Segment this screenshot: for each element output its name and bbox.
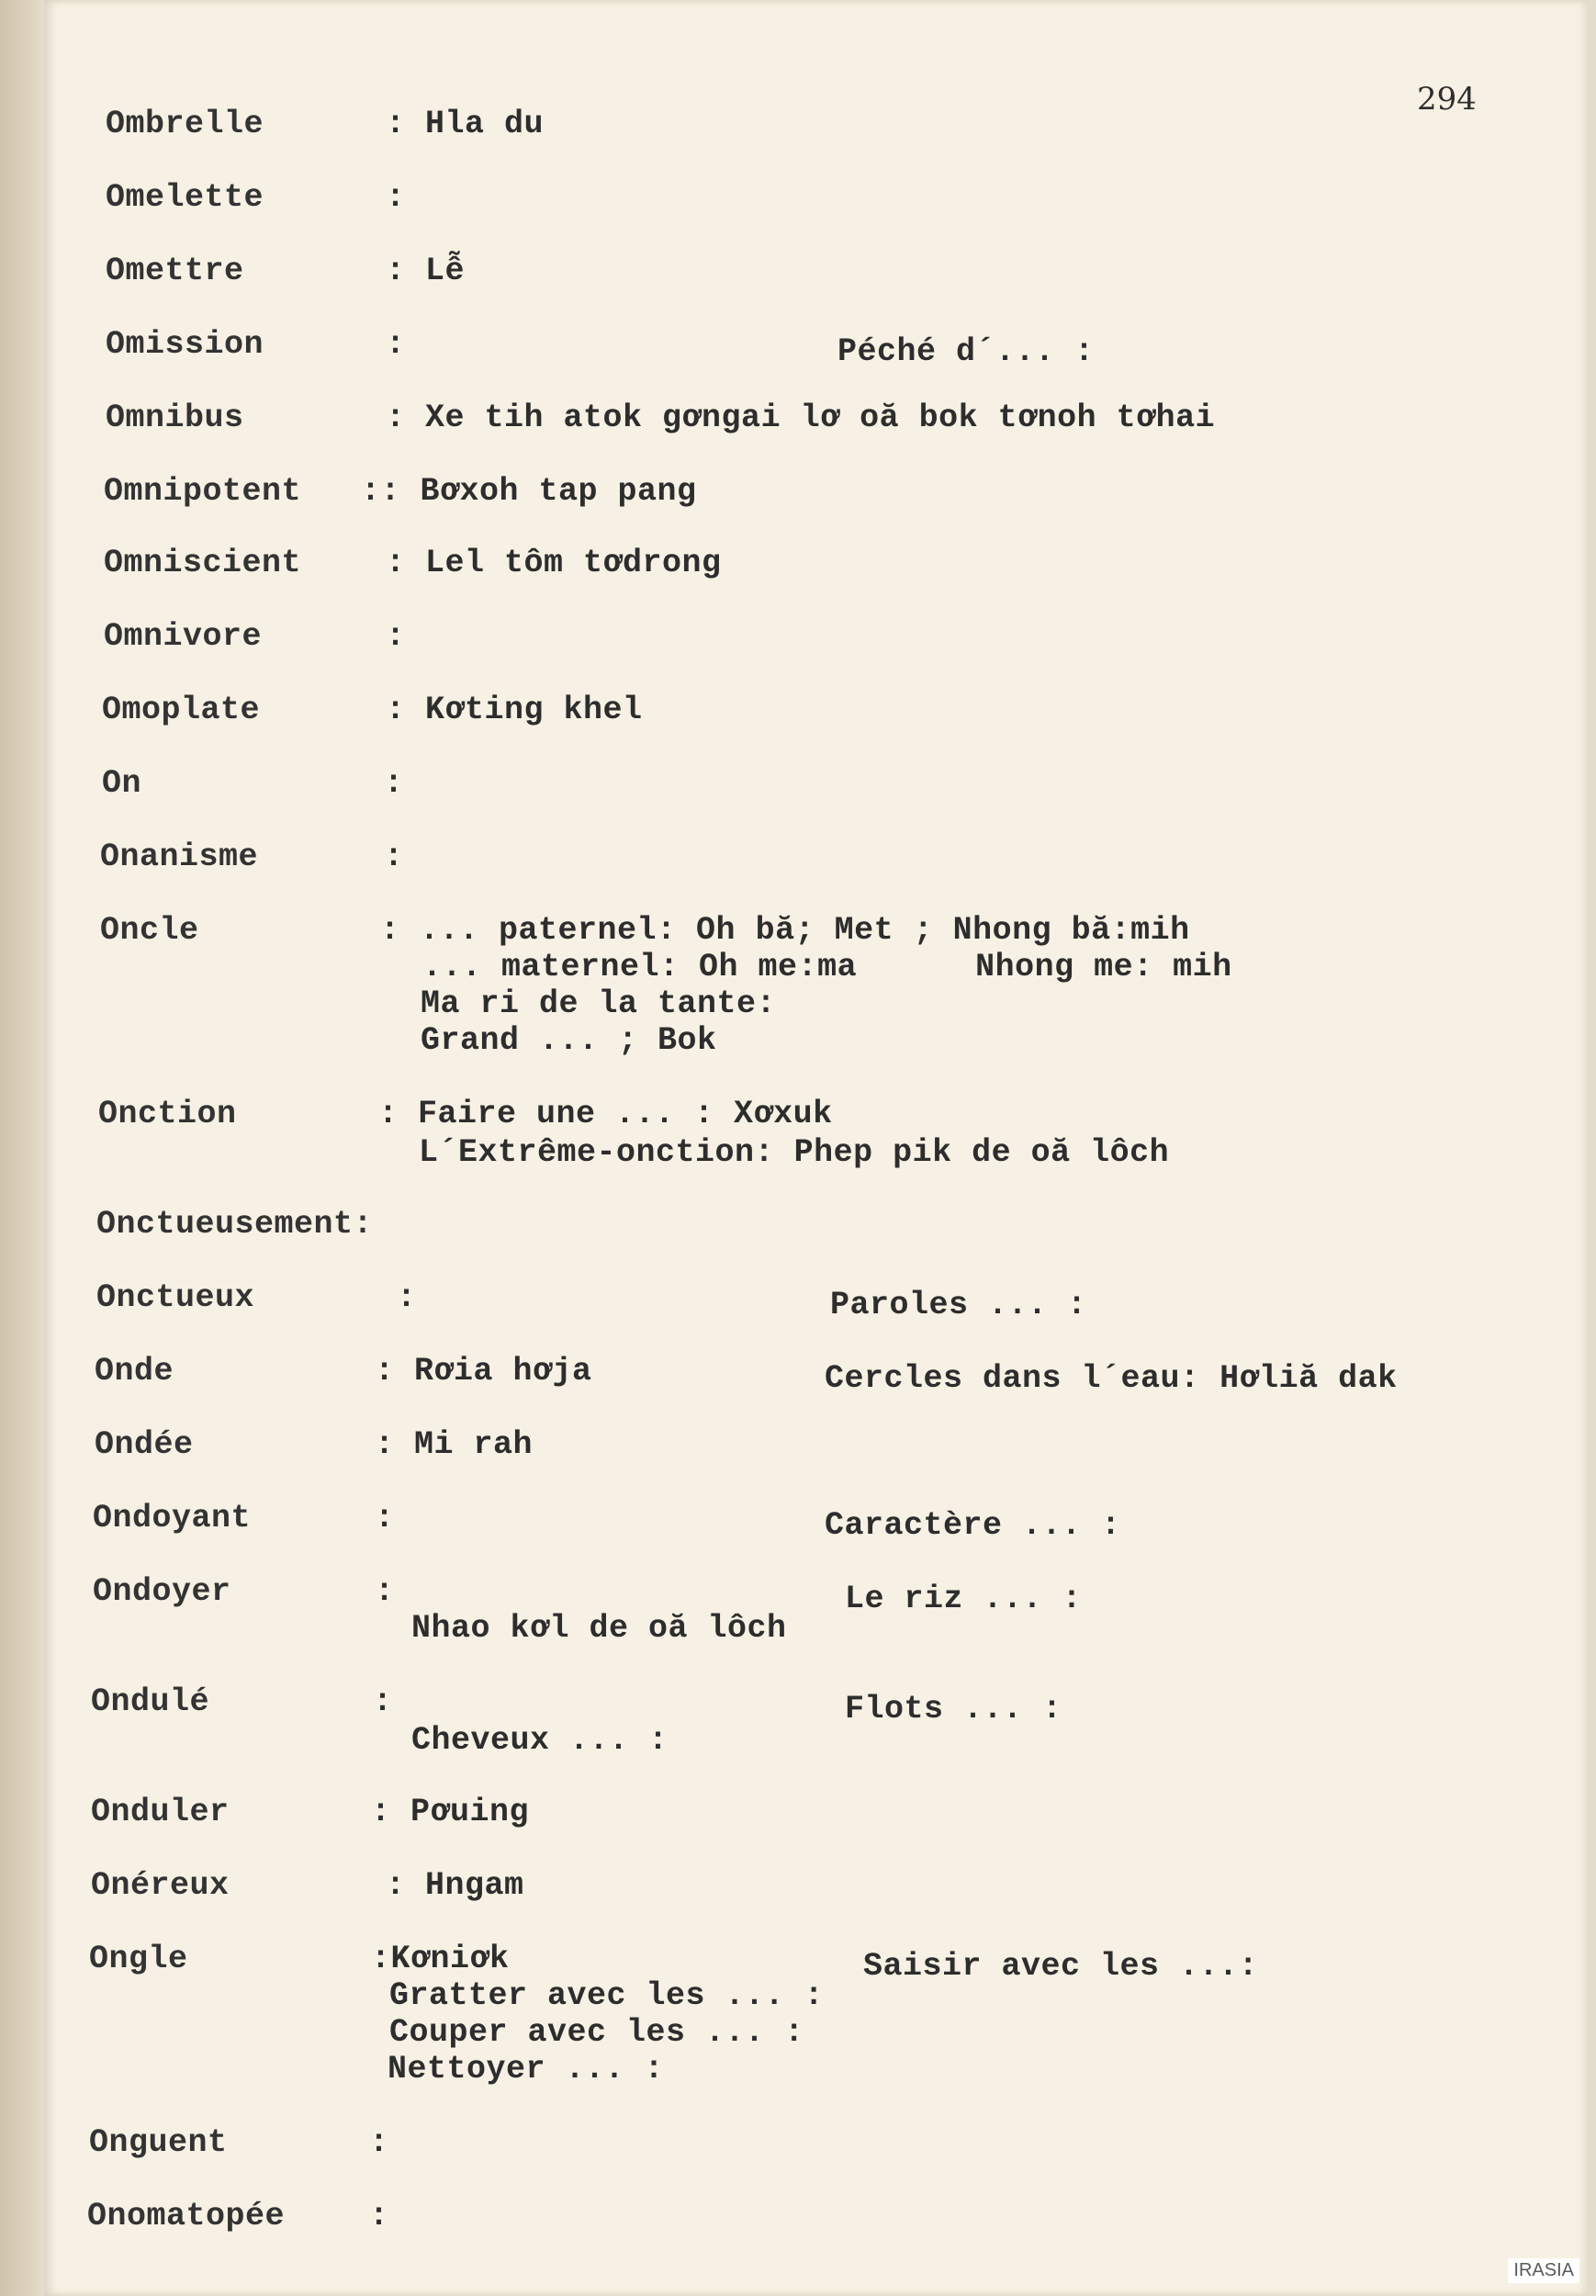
entry-headword: Omoplate bbox=[102, 692, 261, 728]
entry-definition: : bbox=[375, 1500, 395, 1536]
entry-headword: Onanisme bbox=[100, 838, 259, 875]
entry-definition: : ... paternel: Oh bă; Met ; Nhong bă:mih bbox=[380, 912, 1190, 949]
entry-definition: : Xe tih atok gơngai lơ oă bok tơnoh tơhai bbox=[386, 400, 1216, 436]
entry-headword: Onde bbox=[95, 1353, 174, 1390]
entry-subline: Le riz ... : bbox=[845, 1581, 1083, 1617]
entry-definition: : bbox=[386, 618, 406, 655]
entry-subline: Cheveux ... : bbox=[411, 1722, 669, 1759]
entry-headword: Ongle bbox=[89, 1941, 188, 1977]
entry-subline: Paroles ... : bbox=[830, 1287, 1087, 1323]
page-number: 294 bbox=[1417, 81, 1477, 118]
entry-headword: Omettre bbox=[106, 253, 244, 289]
entry-definition: : bbox=[386, 179, 406, 216]
entry-headword: Ombrelle bbox=[106, 106, 264, 142]
entry-headword: Ondoyant bbox=[93, 1500, 252, 1536]
entry-definition: : Rơia hơja bbox=[375, 1353, 592, 1390]
entry-definition: : Pơuing bbox=[371, 1794, 530, 1830]
entry-headword: Onomatopée bbox=[87, 2198, 286, 2234]
entry-subline: Ma ri de la tante: bbox=[421, 985, 777, 1022]
entry-definition: : Lễ bbox=[386, 253, 466, 289]
entry-headword: Omission bbox=[106, 326, 264, 363]
entry-headword: Onduler bbox=[91, 1794, 230, 1830]
entry-subline: Péché d´... : bbox=[837, 333, 1095, 370]
entry-subline: Flots ... : bbox=[845, 1691, 1062, 1728]
entry-definition: : Hla du bbox=[386, 106, 545, 142]
entry-subline: Saisir avec les ...: bbox=[863, 1948, 1259, 1985]
entry-definition: :Kơniơk bbox=[371, 1941, 510, 1977]
entry-subline: Caractère ... : bbox=[825, 1507, 1121, 1544]
entry-definition: : bbox=[369, 2124, 389, 2161]
entry-definition: : Kơting khel bbox=[386, 692, 643, 728]
entry-definition: : bbox=[373, 1683, 393, 1720]
entry-definition: :: Bơxoh tap pang bbox=[361, 473, 697, 510]
entry-headword: Ondée bbox=[95, 1426, 194, 1463]
entry-subline: L´Extrême-onction: Phep pik de oă lôch bbox=[419, 1134, 1170, 1171]
entry-headword: On bbox=[102, 765, 142, 802]
entry-subline: Nhao kơl de oă lôch bbox=[411, 1610, 787, 1647]
entry-definition: : bbox=[384, 765, 404, 802]
entry-headword: Onction bbox=[98, 1096, 237, 1132]
entry-subline: Grand ... ; Bok bbox=[421, 1022, 717, 1059]
entry-subline: Couper avec les ... : bbox=[389, 2014, 804, 2051]
entry-definition: : bbox=[384, 838, 404, 875]
entry-headword: Oncle bbox=[100, 912, 199, 949]
watermark-label: IRASIA bbox=[1508, 2258, 1579, 2283]
entry-headword: Omelette bbox=[106, 179, 264, 216]
entry-definition: : Hngam bbox=[386, 1867, 524, 1904]
entry-headword: Ondulé bbox=[91, 1683, 210, 1720]
entry-headword: Onctueusement: bbox=[96, 1206, 374, 1243]
entry-subline: Cercles dans l´eau: Hơliă dak bbox=[825, 1360, 1398, 1397]
entry-headword: Ondoyer bbox=[93, 1573, 231, 1610]
entry-subline: ... maternel: Oh me:ma Nhong me: mih bbox=[422, 949, 1232, 985]
entry-definition: : Faire une ... : Xơxuk bbox=[378, 1096, 833, 1132]
entry-definition: : bbox=[386, 326, 406, 363]
entry-headword: Omnipotent bbox=[104, 473, 302, 510]
entry-subline: Gratter avec les ... : bbox=[389, 1977, 825, 2014]
entry-definition: : Mi rah bbox=[375, 1426, 534, 1463]
entry-headword: Omnibus bbox=[106, 400, 244, 436]
entry-headword: Omnivore bbox=[104, 618, 263, 655]
entry-definition: : bbox=[369, 2198, 389, 2234]
entry-definition: : Lel tôm tơdrong bbox=[386, 545, 722, 581]
entry-subline: Nettoyer ... : bbox=[388, 2051, 665, 2088]
entry-headword: Onéreux bbox=[91, 1867, 230, 1904]
entry-headword: Onguent bbox=[89, 2124, 228, 2161]
entry-headword: Onctueux bbox=[96, 1279, 255, 1316]
entry-definition: : bbox=[397, 1279, 417, 1316]
entry-definition: : bbox=[375, 1573, 395, 1610]
entry-headword: Omniscient bbox=[104, 545, 302, 581]
